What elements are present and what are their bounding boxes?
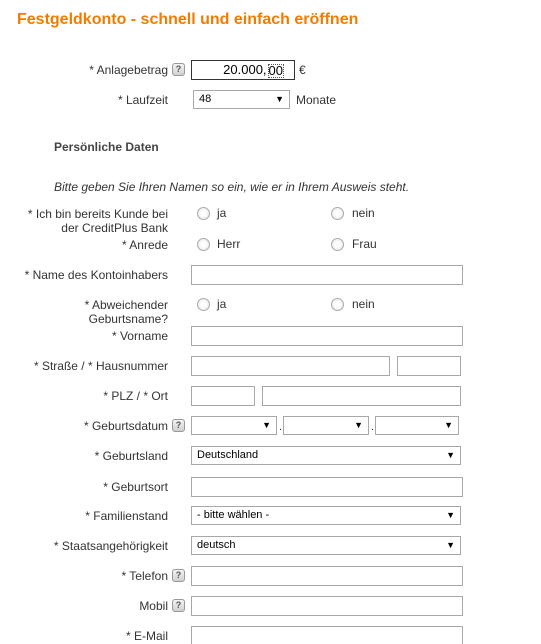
- date-separator: .: [371, 421, 375, 433]
- help-icon[interactable]: ?: [172, 599, 185, 612]
- street-label: * Straße / * Hausnummer: [33, 359, 168, 373]
- birthdate-label: * Geburtsdatum: [83, 419, 168, 433]
- amount-label: * Anlagebetrag: [89, 63, 168, 77]
- term-unit: Monate: [296, 93, 337, 107]
- first-name-input[interactable]: [191, 326, 463, 346]
- marital-status-select[interactable]: [191, 506, 461, 525]
- amount-input[interactable]: [191, 60, 295, 80]
- help-icon[interactable]: ?: [172, 63, 185, 76]
- currency-symbol: €: [299, 63, 306, 77]
- term-select[interactable]: [193, 90, 290, 109]
- dropdown-arrow-icon: ▼: [444, 420, 453, 430]
- section-title: Persönliche Daten: [54, 140, 159, 154]
- existing-customer-no-label: nein: [352, 206, 375, 220]
- marital-status-label: * Familienstand: [85, 509, 168, 523]
- account-holder-input[interactable]: [191, 265, 463, 285]
- street-input[interactable]: [191, 356, 390, 376]
- salutation-label: * Anrede: [121, 238, 168, 252]
- birth-name-yes-radio[interactable]: [197, 298, 210, 311]
- dropdown-arrow-icon: ▼: [446, 540, 455, 550]
- amount-cents: 00: [268, 62, 283, 78]
- first-name-label: * Vorname: [111, 329, 168, 343]
- existing-customer-label: * Ich bin bereits Kunde bei der CreditPlus Bank: [27, 207, 168, 235]
- salutation-frau-label: Frau: [352, 237, 377, 251]
- birth-country-select[interactable]: [191, 446, 461, 465]
- birth-name-no-radio[interactable]: [331, 298, 344, 311]
- nationality-label: * Staatsangehörigkeit: [53, 539, 168, 553]
- marital-status-value: - bitte wählen -: [197, 509, 270, 521]
- mobile-input[interactable]: [191, 596, 463, 616]
- birth-place-input[interactable]: [191, 477, 463, 497]
- birth-month-select[interactable]: [283, 416, 369, 435]
- existing-customer-yes-radio[interactable]: [197, 207, 210, 220]
- house-number-input[interactable]: [397, 356, 461, 376]
- account-holder-label: * Name des Kontoinhabers: [24, 268, 168, 282]
- zip-city-label: * PLZ / * Ort: [103, 389, 168, 403]
- birth-name-label: * Abweichender Geburtsname?: [84, 298, 168, 326]
- birth-year-select[interactable]: [375, 416, 459, 435]
- date-separator: .: [279, 421, 283, 433]
- salutation-frau-radio[interactable]: [331, 238, 344, 251]
- dropdown-arrow-icon: ▼: [446, 450, 455, 460]
- phone-input[interactable]: [191, 566, 463, 586]
- dropdown-arrow-icon: ▼: [262, 420, 271, 430]
- phone-label: * Telefon: [121, 569, 168, 583]
- nationality-select[interactable]: [191, 536, 461, 555]
- nationality-value: deutsch: [197, 539, 236, 551]
- birth-place-label: * Geburtsort: [103, 480, 168, 494]
- page-title: Festgeldkonto - schnell und einfach eröffnen: [17, 11, 359, 28]
- email-input[interactable]: [191, 626, 463, 644]
- birth-name-no-label: nein: [352, 297, 375, 311]
- name-hint: Bitte geben Sie Ihren Namen so ein, wie er in Ihrem Ausweis steht.: [54, 180, 410, 194]
- salutation-herr-radio[interactable]: [197, 238, 210, 251]
- existing-customer-yes-label: ja: [217, 206, 227, 220]
- city-input[interactable]: [262, 386, 461, 406]
- birth-country-value: Deutschland: [197, 449, 259, 461]
- mobile-label: Mobil: [139, 599, 168, 613]
- help-icon[interactable]: ?: [172, 419, 185, 432]
- birth-day-select[interactable]: [191, 416, 277, 435]
- email-label: * E-Mail: [125, 629, 168, 643]
- birth-country-label: * Geburtsland: [94, 449, 168, 463]
- dropdown-arrow-icon: ▼: [446, 510, 455, 520]
- term-label: * Laufzeit: [117, 93, 168, 107]
- amount-value: 20.000,: [223, 62, 267, 77]
- dropdown-arrow-icon: ▼: [354, 420, 363, 430]
- salutation-herr-label: Herr: [217, 237, 241, 251]
- help-icon[interactable]: ?: [172, 569, 185, 582]
- dropdown-arrow-icon: ▼: [275, 94, 284, 104]
- existing-customer-no-radio[interactable]: [331, 207, 344, 220]
- zip-input[interactable]: [191, 386, 255, 406]
- birth-name-yes-label: ja: [217, 297, 227, 311]
- term-value: 48: [199, 93, 212, 105]
